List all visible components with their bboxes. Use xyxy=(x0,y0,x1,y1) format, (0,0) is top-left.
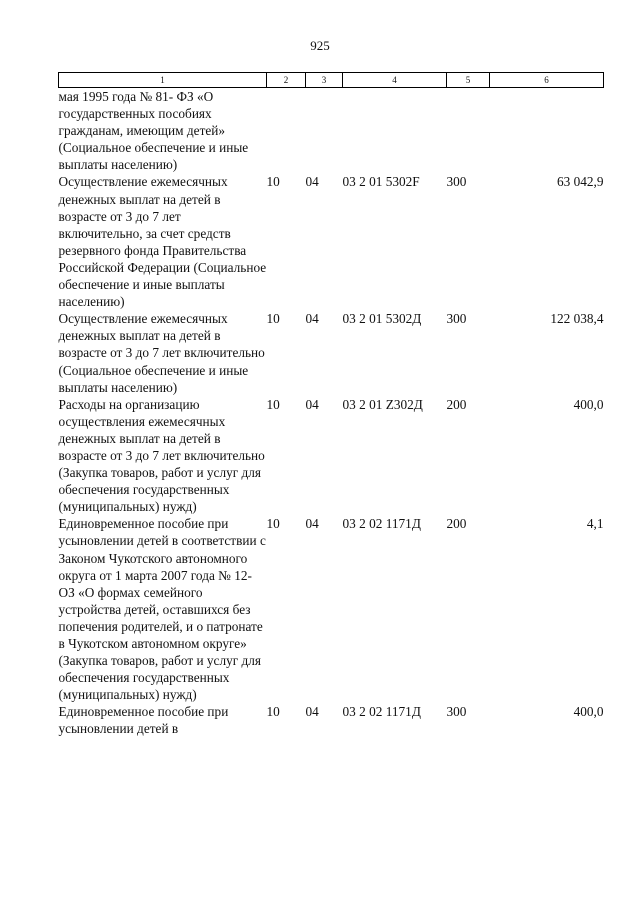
row-amount: 122 038,4 xyxy=(550,311,604,327)
table-row xyxy=(59,310,604,395)
row-target-code xyxy=(343,88,447,174)
budget-table xyxy=(58,72,604,738)
header-col-4: 4 xyxy=(343,73,447,88)
header-row xyxy=(59,73,604,88)
row-section xyxy=(267,88,306,174)
row-expense-type xyxy=(447,88,490,174)
row-name: Осуществление ежемесячных денежных выплат на детей в возрасте от 3 до 7 лет включительно, за счет средств резервного фонда Правительства Российской Федерации (Социальное обеспечение и иные выплаты населению) xyxy=(58,174,267,310)
row-amount xyxy=(490,88,604,174)
header-col-5: 5 xyxy=(447,73,490,88)
header-col-6: 6 xyxy=(490,73,604,88)
row-target-code: 03 2 01 Z302Д xyxy=(342,396,423,412)
table-row xyxy=(59,173,604,310)
row-name: Осуществление ежемесячных денежных выплат на детей в возрасте от 3 до 7 лет включительно (Социальное обеспечение и иные выплаты населению) xyxy=(58,311,265,395)
row-section: 10 xyxy=(266,396,280,412)
table-row xyxy=(59,515,604,703)
row-amount: 4,1 xyxy=(586,516,604,532)
row-name: Расходы на организацию осуществления ежемесячных денежных выплат на детей в возрасте от 3 до 7 лет включительно (Закупка товаров, работ и услуг для обеспечения государственных (муниципальных) нужд) xyxy=(58,396,265,515)
row-section: 10 xyxy=(266,311,280,327)
row-section: 10 xyxy=(266,516,280,532)
row-subsection: 04 xyxy=(305,704,319,720)
row-section: 10 xyxy=(266,704,280,720)
row-amount: 63 042,9 xyxy=(556,174,604,190)
row-expense-type: 200 xyxy=(446,396,467,412)
row-expense-type: 300 xyxy=(446,704,467,720)
row-expense-type: 200 xyxy=(446,516,467,532)
row-section: 10 xyxy=(266,174,280,190)
row-target-code: 03 2 02 1171Д xyxy=(342,704,421,720)
table-row xyxy=(59,703,604,737)
row-subsection: 04 xyxy=(305,174,319,190)
row-target-code: 03 2 02 1171Д xyxy=(342,516,421,532)
row-subsection xyxy=(306,88,343,174)
header-col-1: 1 xyxy=(59,73,267,88)
row-name: Единовременное пособие при усыновлении детей в xyxy=(58,704,229,737)
row-name: Единовременное пособие при усыновлении детей в соответствии с Законом Чукотского автономного округа от 1 марта 2007 года № 12-ОЗ «О формах семейного устройства детей, оставшихся без попечения родителей, и о патронате в Чукотском автономном округе» (Закупка товаров, работ и услуг для обеспечения государственных (муниципальных) нужд) xyxy=(58,516,266,703)
row-target-code: 03 2 01 5302Д xyxy=(342,311,422,327)
page-number: 925 xyxy=(310,38,330,53)
header-col-2: 2 xyxy=(267,73,306,88)
row-target-code: 03 2 01 5302F xyxy=(342,174,420,190)
row-subsection: 04 xyxy=(305,516,319,532)
row-expense-type: 300 xyxy=(446,311,467,327)
row-expense-type: 300 xyxy=(446,174,467,190)
row-subsection: 04 xyxy=(305,396,319,412)
table-row xyxy=(59,88,604,174)
header-col-3: 3 xyxy=(306,73,343,88)
row-amount: 400,0 xyxy=(573,704,604,720)
row-name: мая 1995 года № 81- ФЗ «О государственных пособиях гражданам, имеющим детей» (Социальное обеспечение и иные выплаты населению) xyxy=(58,89,249,173)
row-amount: 400,0 xyxy=(573,396,604,412)
row-subsection: 04 xyxy=(305,311,319,327)
table-row xyxy=(59,396,604,516)
